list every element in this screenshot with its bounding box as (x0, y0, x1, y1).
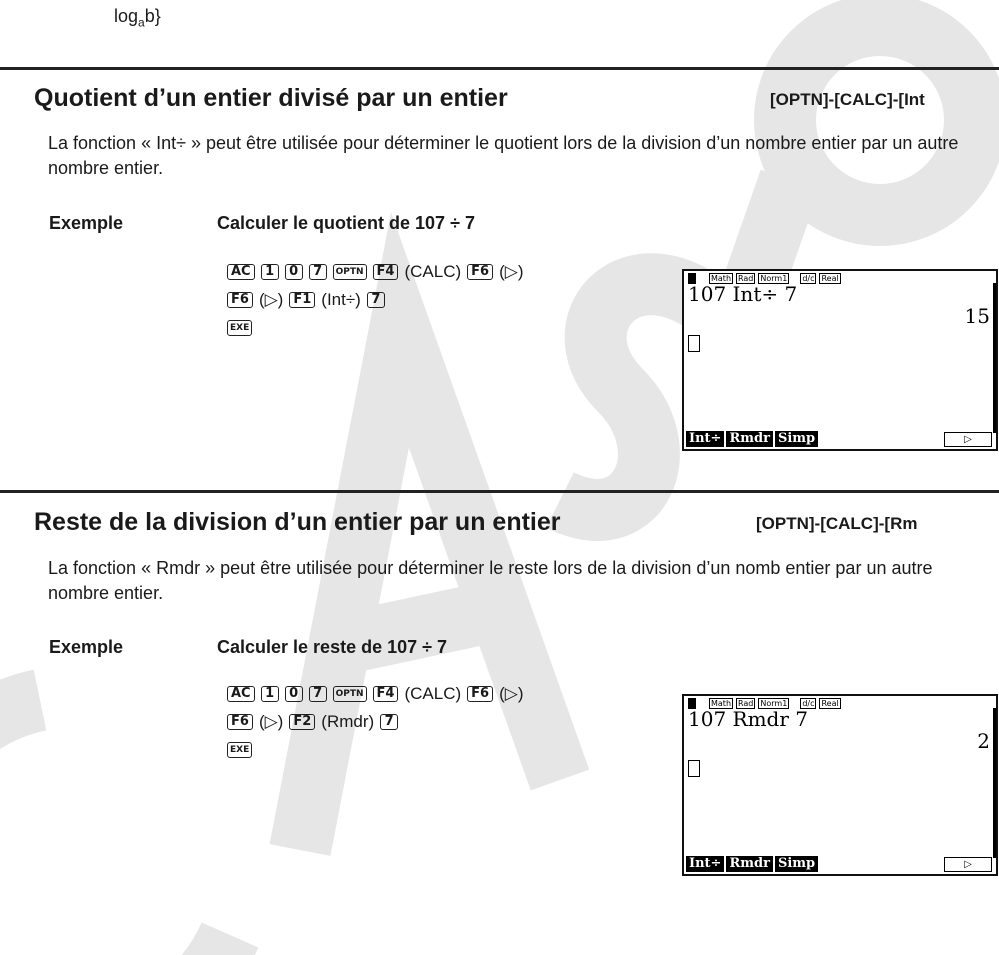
fragment-subscript: a (138, 15, 145, 30)
example-label: Exemple (49, 637, 124, 657)
fkey-rmdr: Rmdr (726, 856, 773, 872)
fkey-next-icon: ▷ (944, 432, 992, 447)
key-exe: EXE (227, 742, 252, 758)
status-norm: Norm1 (760, 698, 788, 708)
fkey-rmdr: Rmdr (726, 431, 773, 447)
fkey-simp: Simp (775, 856, 818, 872)
cursor (688, 760, 700, 777)
key-note-calc: (CALC) (404, 684, 462, 703)
function-key-menu (686, 856, 820, 872)
top-formula-fragment (114, 6, 161, 30)
key-1: 1 (261, 686, 279, 702)
key-7: 7 (309, 686, 327, 702)
key-7: 7 (380, 714, 398, 730)
status-dc: d/c (802, 698, 815, 708)
key-note-rmdr: (Rmdr) (321, 712, 375, 731)
scrollbar (993, 708, 996, 858)
fragment-text: log (114, 6, 139, 26)
key-f4: F4 (373, 264, 399, 280)
section-description: La fonction « Int÷ » peut être utilisée pour déterminer le quotient lors de la division d’un nombre entier par un autre nombre entier. (48, 133, 959, 178)
fkey-int: Int÷ (686, 431, 724, 447)
input-expression: 107 Rmdr 7 (688, 707, 808, 731)
key-1: 1 (261, 264, 279, 280)
section-divider (0, 490, 999, 493)
calculator-screen (682, 694, 998, 876)
key-f6: F6 (467, 264, 493, 280)
key-f6: F6 (467, 686, 493, 702)
result-value: 2 (977, 729, 990, 753)
status-math: Math (711, 698, 732, 708)
section-title: Quotient d’un entier divisé par un entier (34, 84, 508, 112)
result-value: 15 (964, 304, 990, 328)
key-optn: OPTN (333, 686, 367, 702)
key-0: 0 (285, 686, 303, 702)
section-description: La fonction « Rmdr » peut être utilisée pour déterminer le reste lors de la division d’un nomb entier par un autre nombre entier. (48, 558, 933, 603)
cursor (688, 335, 700, 352)
key-note-next: (▷) (499, 262, 524, 281)
key-exe: EXE (227, 320, 252, 336)
fkey-int: Int÷ (686, 856, 724, 872)
key-f6: F6 (227, 714, 253, 730)
section-menu-path: [OPTN]-[CALC]-[Int (770, 90, 925, 109)
key-note-next: (▷) (499, 684, 524, 703)
status-rad: Rad (738, 273, 754, 283)
key-note-next: (▷) (258, 290, 284, 309)
key-7: 7 (367, 292, 385, 308)
status-real: Real (821, 273, 839, 283)
key-optn: OPTN (333, 264, 367, 280)
scrollbar (993, 283, 996, 433)
status-math: Math (711, 273, 732, 283)
key-note-int: (Int÷) (321, 290, 361, 309)
section-divider (0, 67, 999, 70)
key-f4: F4 (373, 686, 399, 702)
example-description: Calculer le reste de 107 ÷ 7 (217, 637, 448, 657)
key-sequence-line-3 (227, 316, 258, 340)
input-expression: 107 Int÷ 7 (688, 282, 798, 306)
section-title: Reste de la division d’un entier par un entier (34, 508, 561, 536)
section-menu-path: [OPTN]-[CALC]-[Rm (756, 514, 918, 533)
fkey-next-icon: ▷ (944, 857, 992, 872)
fkey-simp: Simp (775, 431, 818, 447)
example-label: Exemple (49, 213, 124, 233)
example-description: Calculer le quotient de 107 ÷ 7 (217, 213, 475, 233)
key-f6: F6 (227, 292, 253, 308)
status-real: Real (821, 698, 839, 708)
key-note-calc: (CALC) (404, 262, 462, 281)
key-f1: F1 (289, 292, 315, 308)
function-key-menu (686, 431, 820, 447)
key-f2: F2 (289, 714, 315, 730)
fragment-tail: b} (144, 6, 161, 26)
key-sequence-line-1 (227, 682, 529, 706)
status-rad: Rad (738, 698, 754, 708)
key-7: 7 (309, 264, 327, 280)
key-sequence-line-1 (227, 260, 529, 284)
status-dc: d/c (802, 273, 815, 283)
key-note-next: (▷) (258, 712, 284, 731)
key-sequence-line-2 (227, 710, 404, 734)
status-norm: Norm1 (760, 273, 788, 283)
key-ac: AC (227, 264, 255, 280)
key-0: 0 (285, 264, 303, 280)
key-sequence-line-2 (227, 288, 391, 312)
key-ac: AC (227, 686, 255, 702)
key-sequence-line-3 (227, 738, 258, 762)
calculator-screen (682, 269, 998, 451)
